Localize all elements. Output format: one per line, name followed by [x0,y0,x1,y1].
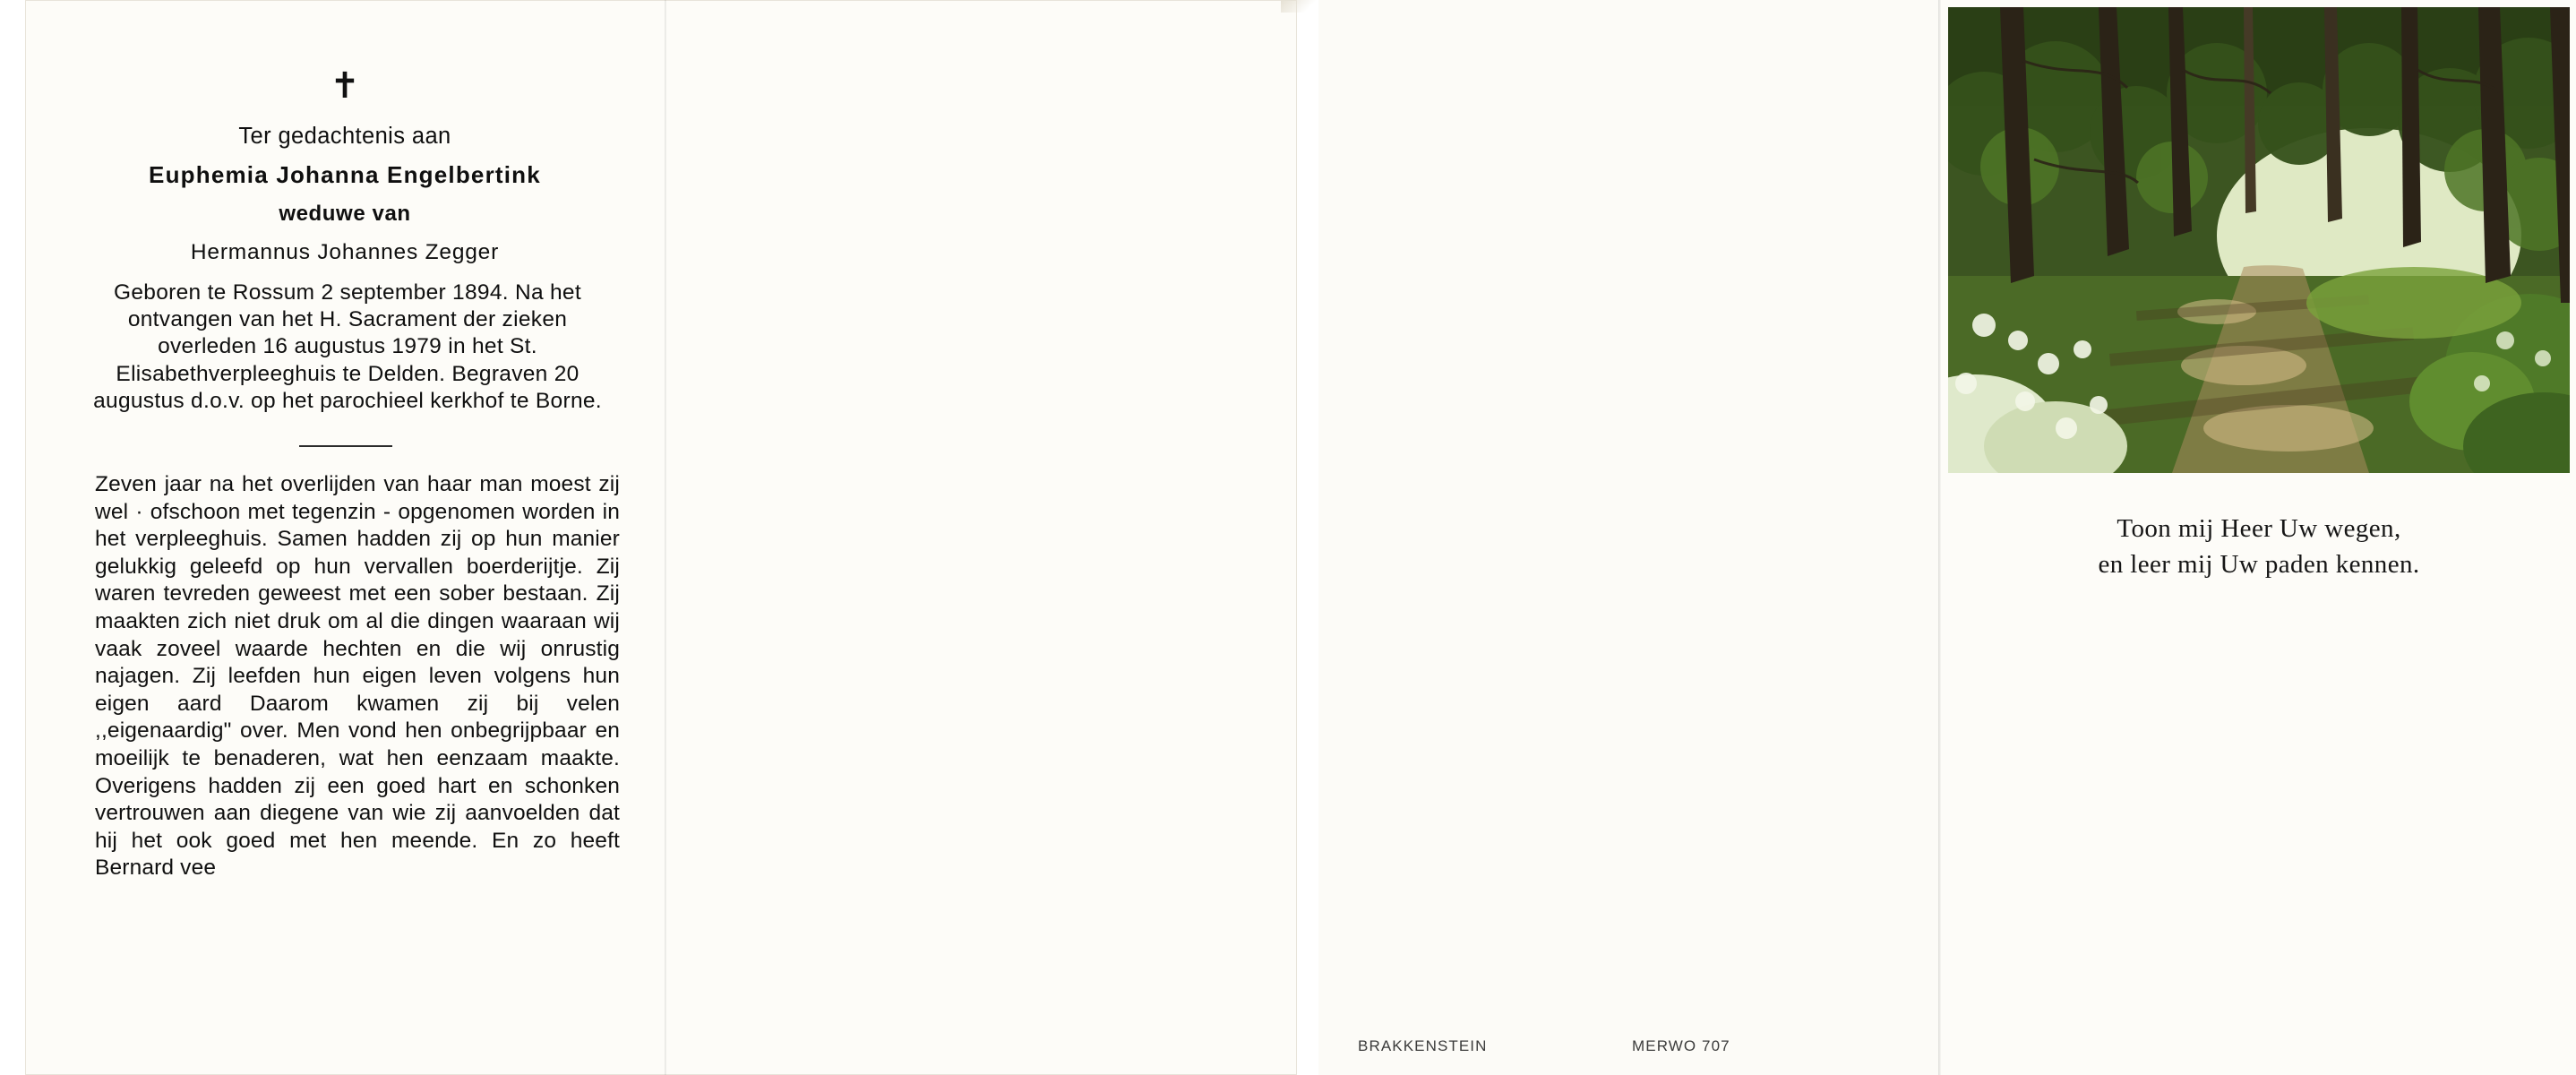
dedication-line: Ter gedachtenis aan [238,124,451,149]
card-panel-inner [666,0,1297,1075]
forest-path-photograph [1948,7,2570,473]
divider-rule [299,445,392,447]
page-left-margin [0,0,25,1075]
card-panel-blank [1318,0,1938,1075]
birth-death-details: Geboren te Rossum 2 september 1894. Na het ontvangen van het H. Sacrament der zieken overleden 16 augustus 1979 in het St. Elisabethverpleeghuis te Delden. Begraven 20 augustus d.o.v. op het parochieel kerkhof te Borne. [93,280,602,413]
cross-icon: ✝ [330,65,360,106]
card-panel-photo [1941,0,2576,1075]
memorial-paragraph: Zeven jaar na het overlijden van haar man moest zij wel · ofschoon met tegenzin - opgenomen worden in het verpleeghuis. Samen hadden zij op hun manier gelukkig geleefd op hun vervallen boerderijtje. Zij waren tevreden geweest met een sober bestaan. Zij maakten zich niet druk om al die dingen waaraan wij vaak zoveel waarde hechten en die wij onrustig najagen. Zij leefden hun eigen leven volgens hun eigen aard Daarom kwamen zij bij velen ,,eigenaardig" over. Men vond hen onbegrijpbaar en moeilijk te benaderen, wat hen eenzaam maakte. Overigens hadden zij een goed hart en schonken vertrouwen aan diegene van wie zij aanvoelden dat hij het ook goed met hen meende. En zo heeft Bernard vee [95,472,620,881]
relation-label: weduwe van [279,202,411,226]
memorial-card-left [25,0,1297,1075]
spouse-name: Hermannus Johannes Zegger [190,240,500,264]
verse-line-2: en leer mij Uw paden kennen. [2098,550,2420,579]
verse-line-1: Toon mij Heer Uw wegen, [2117,514,2401,543]
forest-path-photograph-art [1948,7,2570,473]
memorial-text-column-1 [95,471,620,882]
catalog-number: MERWO 707 [1632,1037,1730,1054]
memorial-card-right [1318,0,2576,1075]
publisher-imprint: BRAKKENSTEIN [1358,1037,1488,1054]
deceased-name: Euphemia Johanna Engelbertink [149,161,541,188]
closing-verse [1959,511,2559,582]
card-panel-front [25,0,665,1075]
